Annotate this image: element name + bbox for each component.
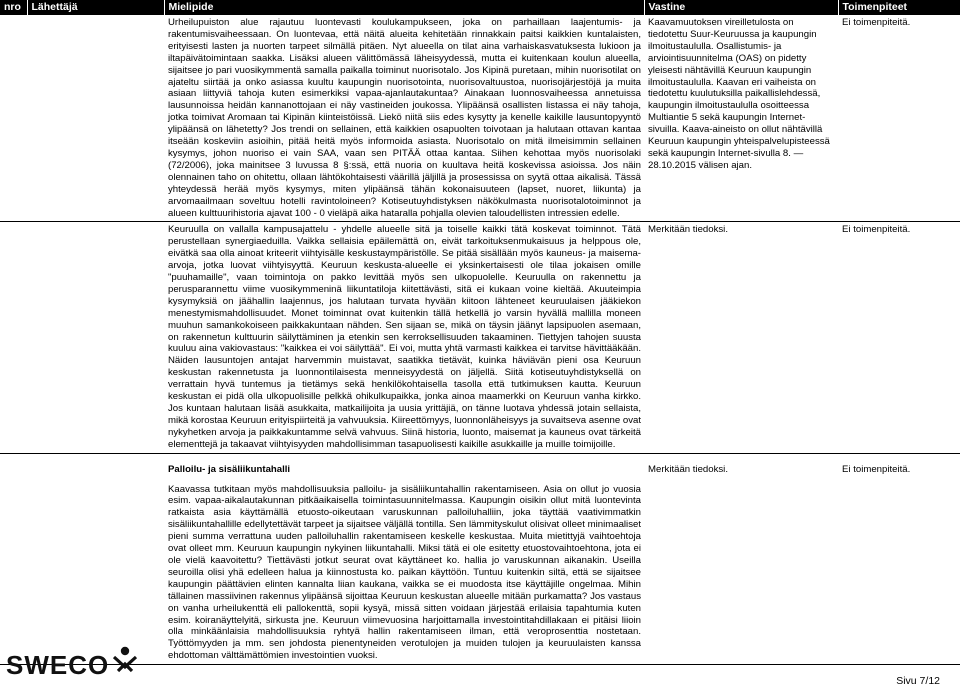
row-nro — [0, 15, 27, 222]
row-action — [838, 453, 960, 665]
header-reply: Vastine — [644, 0, 838, 15]
opinion-heading: Palloilu- ja sisäliikuntahalli — [168, 463, 291, 475]
table-row — [0, 222, 960, 453]
header-nro: nro — [0, 0, 27, 15]
row-action — [838, 15, 960, 222]
reply-paragraph: Merkitään tiedoksi. — [648, 463, 728, 475]
row-action — [838, 222, 960, 453]
header-action: Toimenpiteet — [838, 0, 960, 15]
row-nro — [0, 222, 27, 453]
row-reply — [644, 222, 838, 453]
table-row — [0, 453, 960, 665]
header-sender: Lähettäjä — [27, 0, 164, 15]
opinion-paragraph: Kaavassa tutkitaan myös mahdollisuuksia palloilu- ja sisäliikuntahallin rakentamiseen. Asia on ollut jo vuosia esim. vapaa-aikalautakunnan pitkäaikaisella toimintasuunnitelmassa. Kaupungin oisikin ollut mitä luontevinta ratkaista asia käyttämällä etuosto-oikeutaan varuskunnan palloiluhalliin, joka täyttää vaativimmatkin sisäliikuntahallille edellytettävät tarpeet ja sijaitsee väljällä tontilla. Sen lämmityskulut olisivat olleet minimaaliset pieni summa verrattuna uuden palloiluhallin rakentamiseen keskelle keskustaa. Muita mietittyjä vaihtoehtoja ovat olleet mm. Keuruun kaupungin nykyinen liikuntahalli. Miksi tätä ei ole esitetty etuostovaihtoehtona, jota ei ole vielä kaavoitettu? Tiettävästi jotkut seurat ovat käyttäneet ko. hallia jo varuskunnan aikanakin. Useilla seuroilla olisi yhä edelleen halua ja kiinnostusta ko. paikan käyttöön. Tuntuu kuitenkin siltä, että se sijaitsee kaupungin päättävien elinten kannalta liian kaukana, vaikka se ei muodosta itse käyttäjille ongelmaa. Mihin tällainen massiivinen rakennus ylipäänsä sijoittaa Keuruun keskustan alueelle mitään purkamatta? Jos vastaus on vanha urheilukenttä eli pallokenttä, sopii kysyä, missä sitten voidaan järjestää erilaisia tapahtumia kuten esim. koiranäyttelyitä, sirkusta jne. Keuruun viimevuosina harjoittamalla investointitahdillakaan ei pitäisi liioin olla minkäänlaisia mahdollisuuksia ryhtyä hallin rakentamiseen ilman, että veroprosenttia nostetaan. Työttömyyden ja mm. sen johdosta pienentyneiden verotulojen ja muiden tulojen ja keuruulaisten kanssa ehdottoman välttämättömien investointien vuoksi. — [168, 483, 641, 662]
row-nro — [0, 453, 27, 665]
row-sender — [27, 15, 164, 222]
header-opinion: Mielipide — [164, 0, 644, 15]
row-reply — [644, 453, 838, 665]
action-text: Ei toimenpiteitä. — [842, 17, 911, 28]
reply-paragraph: Merkitään tiedoksi. — [648, 224, 728, 236]
row-opinion — [164, 453, 644, 665]
logo-text: SWECO — [6, 649, 110, 680]
row-opinion — [164, 222, 644, 453]
row-sender — [27, 453, 164, 665]
opinion-paragraph: Keuruulla on vallalla kampusajattelu - yhdelle alueelle sitä ja toiselle kaikki tätä koskevat toiminnot. Tätä perustellaan synergiaeduilla. Vaikka sellaisia epäilemättä on, eivät tarkoituksenmukaisuus ja helppous ole, eivätkä saa olla ainoat kriteerit viihtyisälle keskustaympäristölle. Se pitää sisällään myös kauneus- ja maisema-arvoja, jotka luovat viihtyisyyttä. Keuruun keskusta-alueelle ei yksinkertaisesti ole tilaa jokaisen omille "puuhamaille", vaan toimintoja on pakko levittää myös sen ulkopuolelle. Keuruulla on rakennettu ja perusparannettu viime vuosikymmeninä liikuntatiloja kiitettävästi, sitä ei kukaan voine kieltää. Akuuteimpia kysymyksiä on jäähallin laajennus, jos halutaan turvata hyvään kiitoon lähteneet keuruulaisen jääkiekon menestymismahdollisuudet. Monet toiminnat ovat kuitenkin tällä hetkellä jo varsin hyvällä mallilla moneen muuhun samankokoiseen paikkakuntaan nähden. Sen sijaan se, mikä on täysin jäänyt lapsipuolen asemaan, on rakennetun kulttuurin säilyttäminen ja etenkin sen kerroksellisuuden takaaminen. Tiettyjen tahojen suusta kuuluu aina vakiovastaus: "kaikkea ei voi säilyttää". Ei voi, mutta yhtä varmasti kaikkea ei tarvitse hävittääkään. Näiden lausuntojen antajat harvemmin muistavat, saatikka tietävät, kuinka häviävän pieni osa Keuruun keskustan rakennetusta ja luonnontilaisesta menneisyydestä on jäljellä. Siitä kotiseutuyhdistyksellä on verrattain hyvä tuntemus ja tietämys sekä henkilökohtaisella tasolla että tutkimuksen kautta. Keuruun keskustan ei pidä olla ulkopuolisille pelkkä ohikulkupaikka, jonka ainoa maamerkki on Keuruun vanha kirkko. Jos kuntaan halutaan lisää asukkaita, matkailijoita ja uusia yrittäjiä, on tänne luotava yhdessä jotain sellaista, mikä korostaa Keuruun erityispiirteitä ja vahvuuksia. Kiireettömyys, luonnonläheisyys ja suvaitseva asenne ovat nykyhetken arvoja ja paikkakuntamme selvä vahvuus. Siinä historia, luonto, maisemat ja kauneus ovat tärkeitä elementtejä ja takaavat viihtyisyyden mahdollisimman tasapuolisesti kaikille asukkaille ja muille toimijoille. — [168, 224, 641, 450]
action-text: Ei toimenpiteitä. — [842, 224, 911, 236]
row-reply — [644, 15, 838, 222]
row-opinion — [164, 15, 644, 222]
page-number: Sivu 7/12 — [896, 675, 940, 687]
opinion-paragraph: Urheilupuiston alue rajautuu luontevasti koulukampukseen, joka on parhaillaan laajentumis- ja rakentumisvaiheessaan. On luontevaa, että näitä alueita kehitetään rinnakkain paitsi kaikkien kuntalaisten, erityisesti lasten ja nuorten tarpeet silmällä pitäen. Nyt alueella on tilat aina varhaiskasvatuksesta lukioon ja iltapäivätoimintaan saakka. Lisäksi alueen välittömässä läheisyydessä, mutta ei kuitenkaan koulun alueella, sijaitsee jo pari vuosikymmentä samalla paikalla toiminut nuorisotalo. Jos Kipinä puretaan, mihin nuorisotilat on ajateltu siirtää ja onko asiassa kuultu kaupungin nuorisotointa, nuorisovaltuustoa, nuorisojärjestöjä ja muita asiaan liittyviä tahoja kuten esimerkiksi vapaa-ajanlautakuntaa? Ainakaan luonnosvaiheessa annetuissa lausunnoissa heidän kannanottojaan ei näy vastineiden joukossa. Ylipäänsä osallisten listassa ei näy tahoja, jotka toimivat Aromaan tai Kipinän kiinteistöissä. Liekö niitä siis edes kysytty ja kenelle kaikille lausuntopyyntö ylipäänsä on lähetetty? Jos trendi on sellainen, että kaikkien osapuolten toivotaan ja halutaan ottavan kantaa itseään koskeviin asioihin, pitää heitä myös informoida asiasta. Nuorisotalo on mitä ilmeisimmin sellainen kysymys, johon nuoriso ei vain SAA, vaan sen PITÄÄ ottaa kantaa. Siihen kehottaa myös nuorisolaki (72/2006), joka mainitsee 3 luvussa 8 §:ssä, että nuoria on kuultava heitä koskevissa asioissa. Jos näin olennainen taho on ohitettu, ollaan lähtökohtaisesti väärillä jäljillä ja prosessissa on syytä ottaa aikalisä. Tässä yhteydessä herää myös kysymys, miten ylipäänsä tähän kokonaisuuteen (lapset, nuoret, liikunta) ja arvomaailmaan soveltuu hotelli ravintoloineen? Kotiseutuyhdistyksen näkökulmasta nuorisotalotoiminnot ja alueen kulttuurihistoria ajavat 100 - 0 vieläpä aika hataralla pohjalla olevien taloudellisten intressien edelle. — [168, 17, 641, 219]
action-text: Ei toimenpiteitä. — [842, 463, 911, 475]
table-row — [0, 15, 960, 222]
row-sender — [27, 222, 164, 453]
reply-paragraph: Kaavamuutoksen vireilletulosta on tiedotettu Suur-Keuruussa ja kaupungin ilmoitustaululla. Osallistumis- ja arviointisuunnitelma (OAS) on pidetty yleisesti nähtävillä Keuruun kaupungin ilmoitustaululla. Kaavan eri vaiheista on tiedotettu kuulutuksilla paikallislehdessä, kaupungin ilmoitustaululla osoitteessa Multiantie 5 sekä kaupungin Internet-sivuilla. Kaava-aineisto on ollut nähtävillä Keuruun kaupungin yhteispalvelupisteessä sekä kaupungin Internet-sivulla 8. — 28.10.2015 välisen ajan. — [648, 17, 830, 171]
header-row — [0, 0, 960, 15]
sweco-mark-icon — [112, 645, 138, 678]
sweco-logo — [6, 645, 138, 685]
